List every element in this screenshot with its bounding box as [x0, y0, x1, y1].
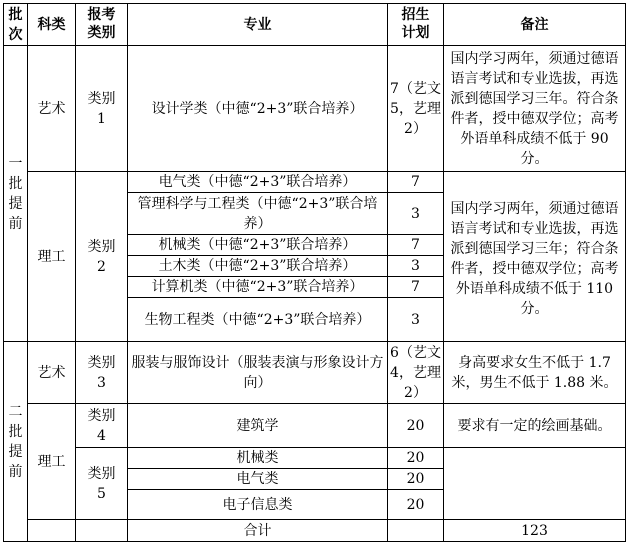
- batch2-sci-plan: 20: [388, 469, 444, 490]
- batch2-sci-plan: 20: [388, 490, 444, 520]
- header-batch: 批次: [4, 4, 28, 46]
- table-row: [4, 46, 626, 172]
- batch1-sci-note: 国内学习两年，须通过德语语言考试和专业选拔，再选派到德国学习三年；符合条件者，授中德双学位；高考外语单科成绩不低于 110 分。: [444, 172, 626, 342]
- batch2-sci-category4: 类别4: [76, 404, 128, 448]
- batch1-art-plan: 7（艺文5，艺理2）: [388, 46, 444, 172]
- batch2-sci-category5: 类别5: [76, 448, 128, 520]
- batch2-art-major: 服装与服饰设计（服装表演与形象设计方向）: [128, 342, 388, 404]
- batch1-sci-plan: 7: [388, 277, 444, 298]
- header-row: [4, 4, 626, 46]
- batch1-label: 一批提前: [4, 46, 28, 342]
- total-row: [4, 520, 626, 542]
- batch2-art-category: 类别3: [76, 342, 128, 404]
- batch2-sci-note: 要求有一定的绘画基础。: [444, 404, 626, 448]
- batch1-art-major: 设计学类（中德“2+3”联合培养）: [128, 46, 388, 172]
- header-discipline: 科类: [28, 4, 76, 46]
- batch1-sci-major: 土木类（中德“2+3”联合培养）: [128, 256, 388, 277]
- batch1-art-category: 类别1: [76, 46, 128, 172]
- batch2-label: 二批提前: [4, 342, 28, 542]
- total-empty-3: [388, 520, 444, 542]
- batch1-sci-plan: 3: [388, 193, 444, 235]
- table-row: [4, 404, 626, 448]
- header-major: 专业: [128, 4, 388, 46]
- batch1-sci-major: 计算机类（中德“2+3”联合培养）: [128, 277, 388, 298]
- batch1-sci-major: 机械类（中德“2+3”联合培养）: [128, 235, 388, 256]
- enrollment-plan-table: [3, 3, 626, 542]
- batch1-sci-plan: 3: [388, 256, 444, 277]
- header-category: 报考类别: [76, 4, 128, 46]
- batch1-sci-discipline: 理工: [28, 172, 76, 342]
- total-empty-1: [28, 520, 76, 542]
- batch1-art-discipline: 艺术: [28, 46, 76, 172]
- batch2-sci-major: 电气类: [128, 469, 388, 490]
- total-label: 合计: [128, 520, 388, 542]
- table-row: [4, 448, 626, 469]
- batch2-art-plan: 6（艺文4，艺理2）: [388, 342, 444, 404]
- batch1-sci-category: 类别2: [76, 172, 128, 342]
- batch1-sci-plan: 3: [388, 298, 444, 342]
- batch2-art-note: 身高要求女生不低于 1.7 米，男生不低于 1.88 米。: [444, 342, 626, 404]
- total-empty-2: [76, 520, 128, 542]
- batch1-sci-plan: 7: [388, 235, 444, 256]
- table-row: [4, 172, 626, 193]
- batch1-sci-major: 电气类（中德“2+3”联合培养）: [128, 172, 388, 193]
- batch1-sci-plan: 7: [388, 172, 444, 193]
- batch2-sci-plan: 20: [388, 404, 444, 448]
- batch1-sci-major: 生物工程类（中德“2+3”联合培养）: [128, 298, 388, 342]
- header-note: 备注: [444, 4, 626, 46]
- table-row: [4, 342, 626, 404]
- batch2-sci-plan: 20: [388, 448, 444, 469]
- batch2-sci-major: 机械类: [128, 448, 388, 469]
- batch2-sci-major: 建筑学: [128, 404, 388, 448]
- batch2-sci-major: 电子信息类: [128, 490, 388, 520]
- batch1-art-note: 国内学习两年，须通过德语语言考试和专业选拔，再选派到德国学习三年。符合条件者，授中德双学位；高考外语单科成绩不低于 90 分。: [444, 46, 626, 172]
- header-plan: 招生计划: [388, 4, 444, 46]
- total-plan: 123: [444, 520, 626, 542]
- batch2-sci-note-empty: [444, 448, 626, 520]
- batch2-art-discipline: 艺术: [28, 342, 76, 404]
- batch1-sci-major: 管理科学与工程类（中德“2+3”联合培养）: [128, 193, 388, 235]
- batch2-sci-discipline: 理工: [28, 404, 76, 520]
